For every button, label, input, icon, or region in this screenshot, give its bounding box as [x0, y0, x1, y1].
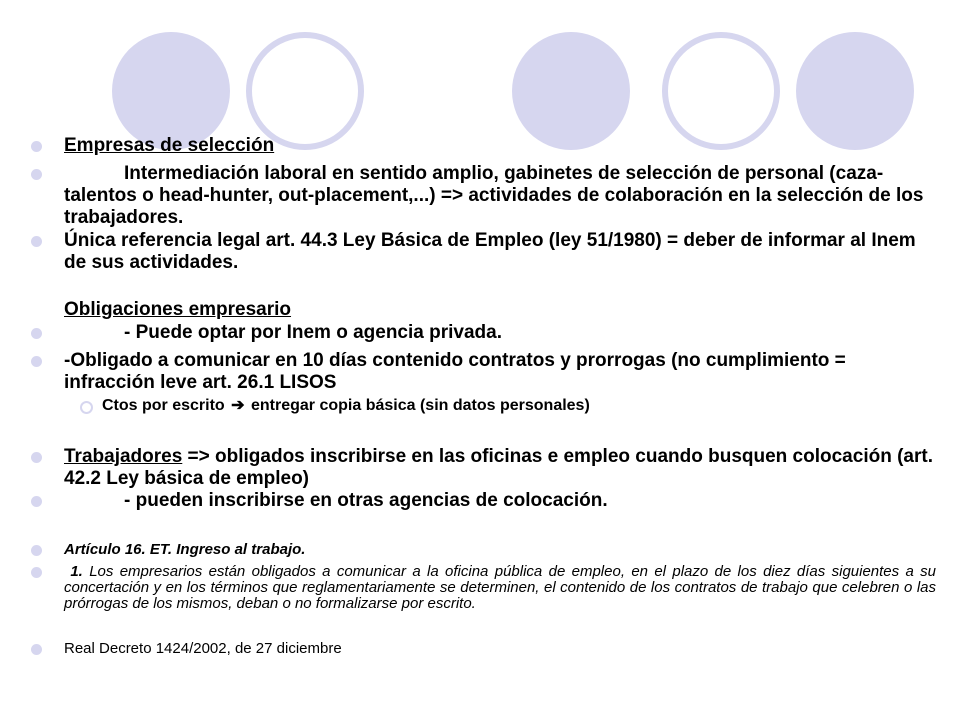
- item-optar-inem: [64, 322, 936, 344]
- subitem-ctos-text-b: entregar copia básica (sin datos personales): [251, 397, 590, 414]
- item-otras-agencias-text: - pueden inscribirse en otras agencias de colocación.: [124, 490, 608, 511]
- paragraph-text: Los empresarios están obligados a comunicar a la oficina pública de empleo, en el plazo de los diez días siguientes a su concertación y en los términos que reglamentariamente se determinen, el contenido de los contratos de trabajo que celebren o las prórrogas de los mismos, deban o no formalizarse por escrito.: [64, 563, 937, 612]
- heading-empresas-seleccion: Empresas de selección: [64, 135, 275, 156]
- heading-obligaciones-empresario: Obligaciones empresario: [64, 299, 292, 320]
- item-articulo-16-parrafo-1: [64, 564, 936, 612]
- item-trabajadores-label: Trabajadores: [64, 446, 183, 467]
- bullet-icon: [31, 545, 42, 556]
- item-real-decreto: Real Decreto 1424/2002, de 27 diciembre: [64, 640, 342, 657]
- paragraph-number: 1.: [70, 563, 83, 580]
- arrow-right-icon: ➔: [231, 397, 245, 414]
- item-otras-agencias: [64, 490, 936, 512]
- item-intermediacion-text: Intermediación laboral en sentido amplio, gabinetes de selección de personal (caza-talentos o head-hunter, out-placement,...) => actividades de colaboración en la selección de los trabajadores.: [64, 163, 924, 228]
- bullet-icon: [31, 236, 42, 247]
- item-intermediacion: [64, 163, 936, 229]
- item-optar-inem-text: - Puede optar por Inem o agencia privada.: [124, 322, 502, 343]
- sub-bullet-icon: [80, 401, 93, 414]
- bullet-icon: [31, 169, 42, 180]
- item-obligado-comunicar: -Obligado a comunicar en 10 días contenido contratos y prorrogas (no cumplimiento = infracción leve art. 26.1 LISOS: [64, 350, 846, 393]
- subitem-ctos-escrito: [102, 397, 936, 415]
- bullet-icon: [31, 644, 42, 655]
- bullet-icon: [31, 496, 42, 507]
- item-trabajadores: [64, 446, 936, 490]
- bullet-icon: [31, 452, 42, 463]
- bullet-icon: [31, 356, 42, 367]
- bullet-icon: [31, 328, 42, 339]
- subitem-ctos-text-a: Ctos por escrito: [102, 397, 225, 414]
- bullet-icon: [31, 141, 42, 152]
- bullet-icon: [31, 567, 42, 578]
- item-trabajadores-text: => obligados inscribirse en las oficinas e empleo cuando busquen colocación (art. 42.2 Ley básica de empleo): [64, 446, 933, 489]
- item-articulo-16: Artículo 16. ET. Ingreso al trabajo.: [64, 541, 306, 558]
- item-referencia-legal: Única referencia legal art. 44.3 Ley Básica de Empleo (ley 51/1980) = deber de informar al Inem de sus actividades.: [64, 230, 916, 273]
